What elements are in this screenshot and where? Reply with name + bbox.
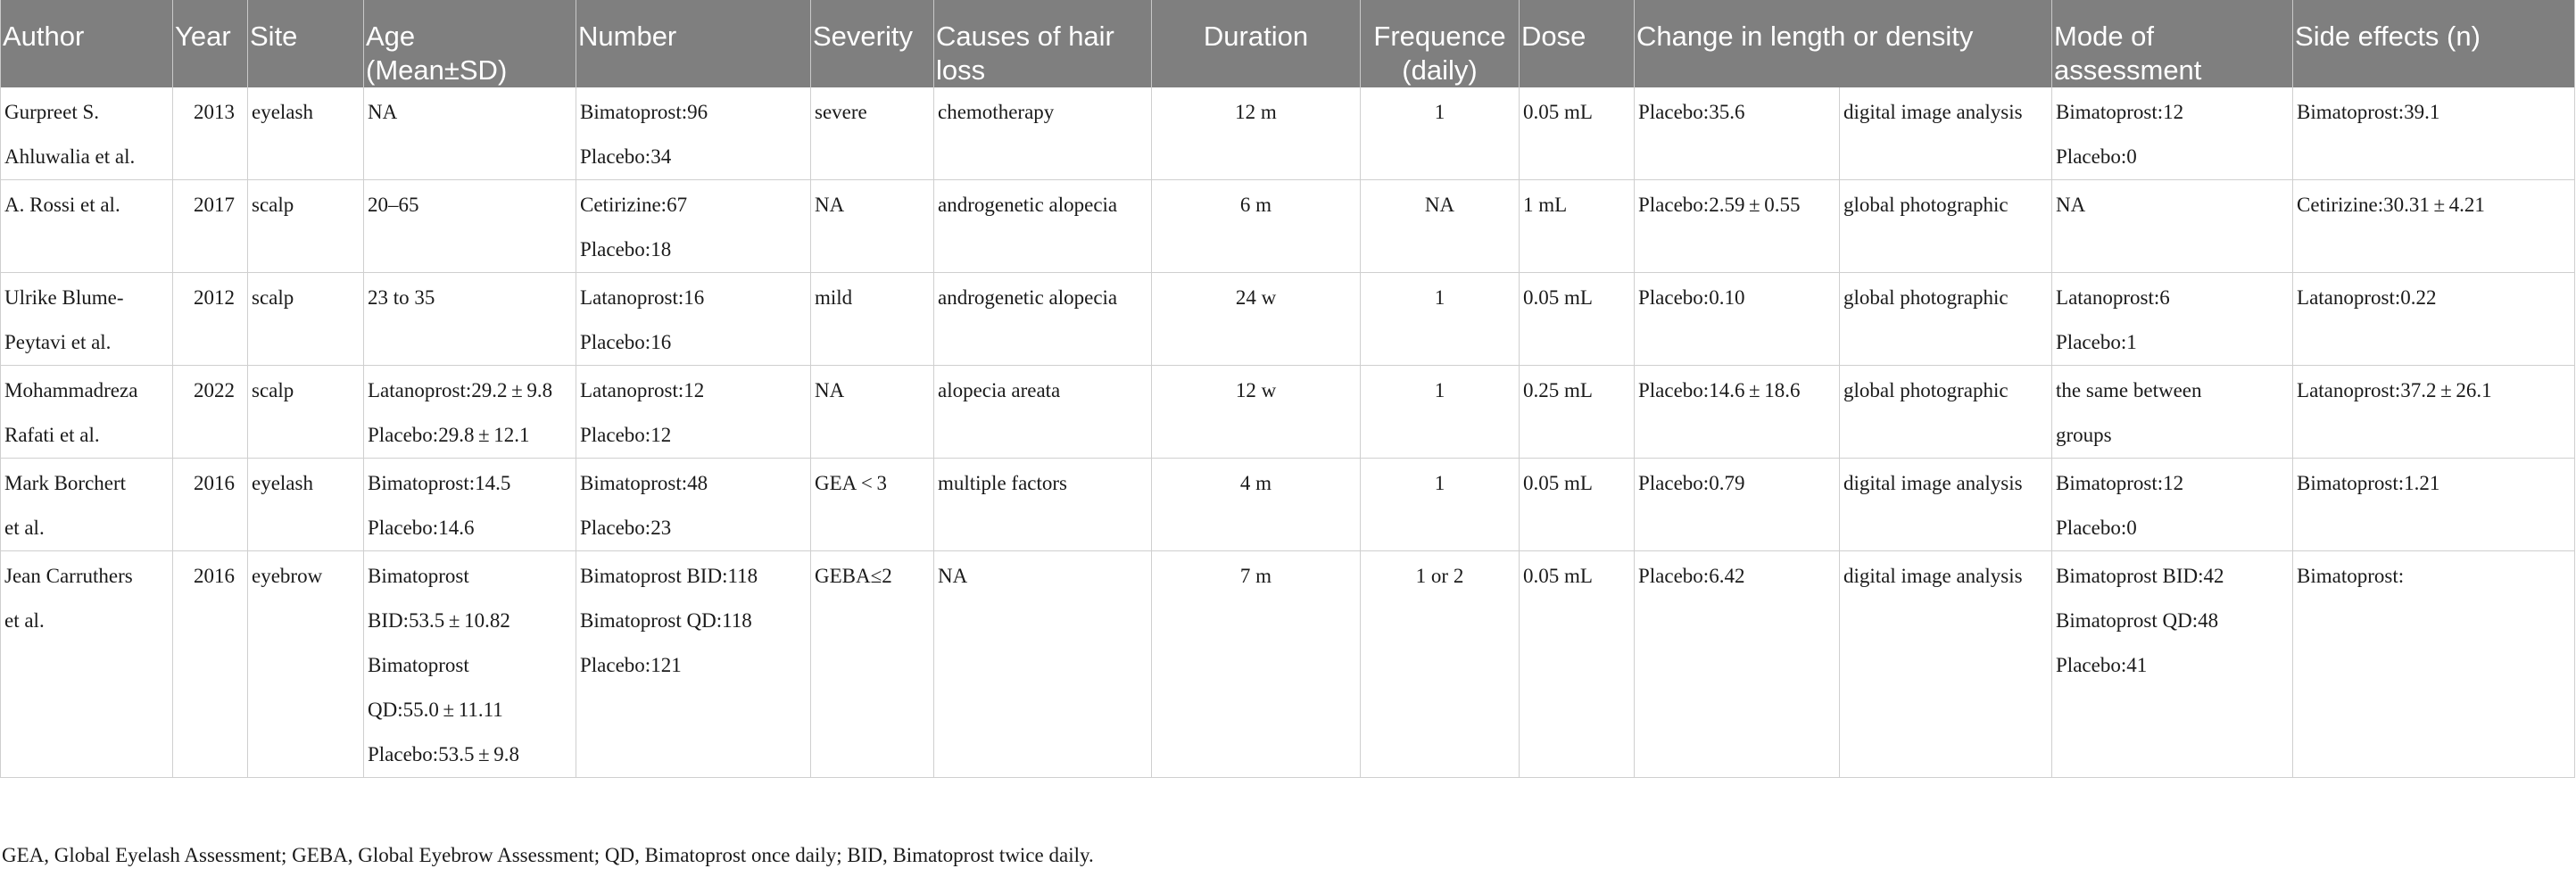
cell-year bbox=[173, 366, 248, 459]
cell-line: Bimatoprost BID:118 bbox=[580, 565, 758, 587]
cell-line: Placebo:23 bbox=[580, 517, 672, 539]
cell-line: Cetirizine:67 bbox=[580, 194, 688, 216]
cell-line: Peytavi et al. bbox=[4, 331, 112, 353]
cell-line: global photographic bbox=[1843, 194, 2009, 216]
table-row bbox=[1, 551, 2575, 778]
cell-line: androgenetic alopecia bbox=[938, 194, 1118, 216]
cell-line: 4 m bbox=[1239, 472, 1272, 494]
cell-change bbox=[1635, 366, 1840, 459]
cell-line: NA bbox=[2056, 194, 2086, 216]
cell-line: Placebo:0 bbox=[2056, 517, 2137, 539]
cell-line: Placebo:0 bbox=[2056, 145, 2137, 168]
cell-line: GEA < 3 bbox=[815, 472, 887, 494]
cell-duration bbox=[1152, 180, 1361, 273]
cell-causes bbox=[934, 551, 1152, 778]
header-causes: Causes of hair loss bbox=[934, 0, 1152, 87]
cell-line: Ulrike Blume- bbox=[4, 286, 124, 309]
cell-year bbox=[173, 180, 248, 273]
cell-line: Bimatoprost:48 bbox=[580, 472, 708, 494]
cell-frequence bbox=[1361, 551, 1520, 778]
cell-duration bbox=[1152, 459, 1361, 551]
cell-line: Mohammadreza bbox=[4, 379, 138, 401]
cell-number bbox=[576, 180, 811, 273]
cell-age bbox=[364, 180, 576, 273]
cell-line: Bimatoprost QD:118 bbox=[580, 609, 752, 632]
cell-line: 20–65 bbox=[368, 194, 419, 216]
header-mode: Mode of assessment bbox=[2052, 0, 2293, 87]
cell-line: groups bbox=[2056, 424, 2112, 446]
cell-duration bbox=[1152, 87, 1361, 180]
cell-dose bbox=[1520, 87, 1635, 180]
cell-number bbox=[576, 87, 811, 180]
cell-number bbox=[576, 273, 811, 366]
cell-author bbox=[1, 180, 173, 273]
cell-year bbox=[173, 273, 248, 366]
cell-mode bbox=[2052, 87, 2293, 180]
cell-side-effects bbox=[2293, 273, 2575, 366]
cell-line: Placebo:41 bbox=[2056, 654, 2148, 676]
cell-line: A. Rossi et al. bbox=[4, 194, 120, 216]
cell-line: Cetirizine:30.31 ± 4.21 bbox=[2297, 194, 2485, 216]
cell-line: 1 bbox=[1434, 379, 1445, 401]
cell-mode bbox=[2052, 366, 2293, 459]
cell-severity bbox=[811, 366, 934, 459]
cell-line: GEBA≤2 bbox=[815, 565, 892, 587]
header-severity: Severity bbox=[811, 0, 934, 87]
table-row bbox=[1, 180, 2575, 273]
cell-line: Bimatoprost: bbox=[2297, 565, 2405, 587]
cell-line: global photographic bbox=[1843, 286, 2009, 309]
header-change: Change in length or density bbox=[1635, 0, 2052, 87]
table-row bbox=[1, 366, 2575, 459]
cell-line: digital image analysis bbox=[1843, 472, 2023, 494]
cell-age bbox=[364, 459, 576, 551]
cell-line: Jean Carruthers bbox=[4, 565, 133, 587]
cell-line: eyebrow bbox=[252, 565, 323, 587]
cell-line: Placebo:0.10 bbox=[1638, 286, 1745, 309]
table-row bbox=[1, 87, 2575, 180]
cell-line: NA bbox=[938, 565, 968, 587]
cell-line: Latanoprost:37.2 ± 26.1 bbox=[2297, 379, 2492, 401]
cell-causes bbox=[934, 180, 1152, 273]
cell-author bbox=[1, 273, 173, 366]
cell-line: Bimatoprost BID:42 bbox=[2056, 565, 2224, 587]
cell-line: chemotherapy bbox=[938, 101, 1055, 123]
cell-line: Placebo:35.6 bbox=[1638, 101, 1745, 123]
cell-causes bbox=[934, 87, 1152, 180]
cell-line: Rafati et al. bbox=[4, 424, 100, 446]
cell-frequence bbox=[1361, 459, 1520, 551]
cell-age bbox=[364, 273, 576, 366]
cell-line: 1 mL bbox=[1523, 194, 1568, 216]
cell-line: Latanoprost:0.22 bbox=[2297, 286, 2437, 309]
table-row bbox=[1, 273, 2575, 366]
cell-severity bbox=[811, 551, 934, 778]
cell-line: Placebo:0.79 bbox=[1638, 472, 1745, 494]
cell-change-method bbox=[1840, 180, 2052, 273]
cell-mode bbox=[2052, 459, 2293, 551]
cell-severity bbox=[811, 459, 934, 551]
cell-line: 2017 bbox=[194, 194, 235, 216]
cell-dose bbox=[1520, 551, 1635, 778]
header-dose: Dose bbox=[1520, 0, 1635, 87]
cell-line: scalp bbox=[252, 379, 294, 401]
header-duration: Duration bbox=[1152, 0, 1361, 87]
cell-line: androgenetic alopecia bbox=[938, 286, 1118, 309]
cell-line: 2013 bbox=[194, 101, 235, 123]
cell-change-method bbox=[1840, 87, 2052, 180]
cell-line: et al. bbox=[4, 517, 45, 539]
cell-line: 0.05 mL bbox=[1523, 101, 1593, 123]
cell-number bbox=[576, 551, 811, 778]
cell-side-effects bbox=[2293, 366, 2575, 459]
cell-line: NA bbox=[1424, 194, 1455, 216]
cell-line: Gurpreet S. bbox=[4, 101, 100, 123]
cell-causes bbox=[934, 273, 1152, 366]
cell-line: 1 bbox=[1434, 286, 1445, 309]
cell-year bbox=[173, 87, 248, 180]
cell-line: 2016 bbox=[194, 565, 235, 587]
cell-line: Latanoprost:6 bbox=[2056, 286, 2170, 309]
header-frequence: Frequence (daily) bbox=[1361, 0, 1520, 87]
cell-line: Bimatoprost:96 bbox=[580, 101, 708, 123]
cell-frequence bbox=[1361, 180, 1520, 273]
cell-mode bbox=[2052, 551, 2293, 778]
cell-line: 0.05 mL bbox=[1523, 565, 1593, 587]
cell-age bbox=[364, 551, 576, 778]
cell-line: alopecia areata bbox=[938, 379, 1061, 401]
cell-change-method bbox=[1840, 366, 2052, 459]
cell-side-effects bbox=[2293, 459, 2575, 551]
cell-line: 2022 bbox=[194, 379, 235, 401]
cell-line: 1 bbox=[1434, 472, 1445, 494]
cell-line: 0.25 mL bbox=[1523, 379, 1593, 401]
cell-change-method bbox=[1840, 551, 2052, 778]
cell-number bbox=[576, 366, 811, 459]
header-side-effects: Side effects (n) bbox=[2293, 0, 2575, 87]
cell-severity bbox=[811, 87, 934, 180]
cell-dose bbox=[1520, 459, 1635, 551]
header-author: Author bbox=[1, 0, 173, 87]
cell-duration bbox=[1152, 551, 1361, 778]
cell-line: 23 to 35 bbox=[368, 286, 435, 309]
cell-line: QD:55.0 ± 11.11 bbox=[368, 699, 503, 721]
cell-line: 2016 bbox=[194, 472, 235, 494]
cell-duration bbox=[1152, 366, 1361, 459]
cell-line: et al. bbox=[4, 609, 45, 632]
cell-line: Bimatoprost bbox=[368, 565, 469, 587]
cell-line: multiple factors bbox=[938, 472, 1067, 494]
cell-line: 7 m bbox=[1239, 565, 1272, 587]
cell-site bbox=[248, 87, 364, 180]
cell-change bbox=[1635, 180, 1840, 273]
cell-line: Placebo:18 bbox=[580, 238, 672, 261]
cell-line: 0.05 mL bbox=[1523, 286, 1593, 309]
header-number: Number bbox=[576, 0, 811, 87]
cell-line: Latanoprost:29.2 ± 9.8 bbox=[368, 379, 553, 401]
cell-mode bbox=[2052, 273, 2293, 366]
cell-line: 2012 bbox=[194, 286, 235, 309]
cell-site bbox=[248, 459, 364, 551]
cell-change bbox=[1635, 459, 1840, 551]
cell-line: eyelash bbox=[252, 472, 313, 494]
cell-line: 24 w bbox=[1235, 286, 1277, 309]
cell-author bbox=[1, 459, 173, 551]
cell-line: 12 m bbox=[1235, 101, 1277, 123]
cell-site bbox=[248, 551, 364, 778]
table-row bbox=[1, 459, 2575, 551]
cell-year bbox=[173, 459, 248, 551]
cell-line: 6 m bbox=[1239, 194, 1272, 216]
cell-line: severe bbox=[815, 101, 867, 123]
cell-author bbox=[1, 551, 173, 778]
cell-change-method bbox=[1840, 273, 2052, 366]
cell-line: 1 bbox=[1434, 101, 1445, 123]
cell-site bbox=[248, 273, 364, 366]
cell-frequence bbox=[1361, 87, 1520, 180]
cell-line: Placebo:6.42 bbox=[1638, 565, 1745, 587]
cell-frequence bbox=[1361, 273, 1520, 366]
cell-line: scalp bbox=[252, 286, 294, 309]
cell-side-effects bbox=[2293, 180, 2575, 273]
cell-change bbox=[1635, 273, 1840, 366]
cell-line: mild bbox=[815, 286, 853, 309]
cell-line: NA bbox=[815, 194, 845, 216]
header-site: Site bbox=[248, 0, 364, 87]
cell-author bbox=[1, 87, 173, 180]
cell-line: digital image analysis bbox=[1843, 101, 2023, 123]
cell-line: Bimatoprost:1.21 bbox=[2297, 472, 2440, 494]
cell-line: digital image analysis bbox=[1843, 565, 2023, 587]
cell-year bbox=[173, 551, 248, 778]
cell-line: Placebo:53.5 ± 9.8 bbox=[368, 743, 520, 765]
cell-line: Mark Borchert bbox=[4, 472, 127, 494]
cell-number bbox=[576, 459, 811, 551]
cell-line: the same between bbox=[2056, 379, 2202, 401]
cell-frequence bbox=[1361, 366, 1520, 459]
cell-line: Bimatoprost:14.5 bbox=[368, 472, 511, 494]
cell-site bbox=[248, 366, 364, 459]
cell-line: Latanoprost:12 bbox=[580, 379, 705, 401]
cell-line: Placebo:34 bbox=[580, 145, 672, 168]
cell-line: Placebo:12 bbox=[580, 424, 672, 446]
cell-line: 0.05 mL bbox=[1523, 472, 1593, 494]
cell-side-effects bbox=[2293, 551, 2575, 778]
cell-duration bbox=[1152, 273, 1361, 366]
cell-line: eyelash bbox=[252, 101, 313, 123]
header-age: Age (Mean±SD) bbox=[364, 0, 576, 87]
cell-severity bbox=[811, 180, 934, 273]
cell-age bbox=[364, 87, 576, 180]
cell-author bbox=[1, 366, 173, 459]
cell-line: Placebo:121 bbox=[580, 654, 682, 676]
cell-line: BID:53.5 ± 10.82 bbox=[368, 609, 510, 632]
cell-line: Bimatoprost:12 bbox=[2056, 472, 2184, 494]
header-row bbox=[1, 0, 2575, 87]
cell-line: global photographic bbox=[1843, 379, 2009, 401]
cell-mode bbox=[2052, 180, 2293, 273]
cell-line: Placebo:14.6 bbox=[368, 517, 475, 539]
cell-severity bbox=[811, 273, 934, 366]
cell-line: Bimatoprost QD:48 bbox=[2056, 609, 2219, 632]
header-year: Year bbox=[173, 0, 248, 87]
cell-line: scalp bbox=[252, 194, 294, 216]
cell-line: Bimatoprost bbox=[368, 654, 469, 676]
cell-site bbox=[248, 180, 364, 273]
cell-line: NA bbox=[368, 101, 398, 123]
cell-line: Ahluwalia et al. bbox=[4, 145, 136, 168]
cell-dose bbox=[1520, 180, 1635, 273]
cell-line: Placebo:1 bbox=[2056, 331, 2137, 353]
cell-line: Bimatoprost:12 bbox=[2056, 101, 2184, 123]
cell-line: NA bbox=[815, 379, 845, 401]
cell-line: Latanoprost:16 bbox=[580, 286, 705, 309]
cell-line: Placebo:29.8 ± 12.1 bbox=[368, 424, 530, 446]
cell-line: 12 w bbox=[1235, 379, 1277, 401]
cell-change-method bbox=[1840, 459, 2052, 551]
cell-age bbox=[364, 366, 576, 459]
cell-line: Placebo:14.6 ± 18.6 bbox=[1638, 379, 1801, 401]
cell-causes bbox=[934, 459, 1152, 551]
cell-line: Placebo:16 bbox=[580, 331, 672, 353]
cell-line: Bimatoprost:39.1 bbox=[2297, 101, 2440, 123]
cell-dose bbox=[1520, 273, 1635, 366]
cell-line: Placebo:2.59 ± 0.55 bbox=[1638, 194, 1801, 216]
cell-line: 1 or 2 bbox=[1415, 565, 1464, 587]
cell-change bbox=[1635, 87, 1840, 180]
cell-side-effects bbox=[2293, 87, 2575, 180]
table-footnote: GEA, Global Eyelash Assessment; GEBA, Global Eyebrow Assessment; QD, Bimatoprost once daily; BID, Bimatoprost twice daily. bbox=[2, 844, 1094, 866]
cell-change bbox=[1635, 551, 1840, 778]
cell-dose bbox=[1520, 366, 1635, 459]
cell-causes bbox=[934, 366, 1152, 459]
